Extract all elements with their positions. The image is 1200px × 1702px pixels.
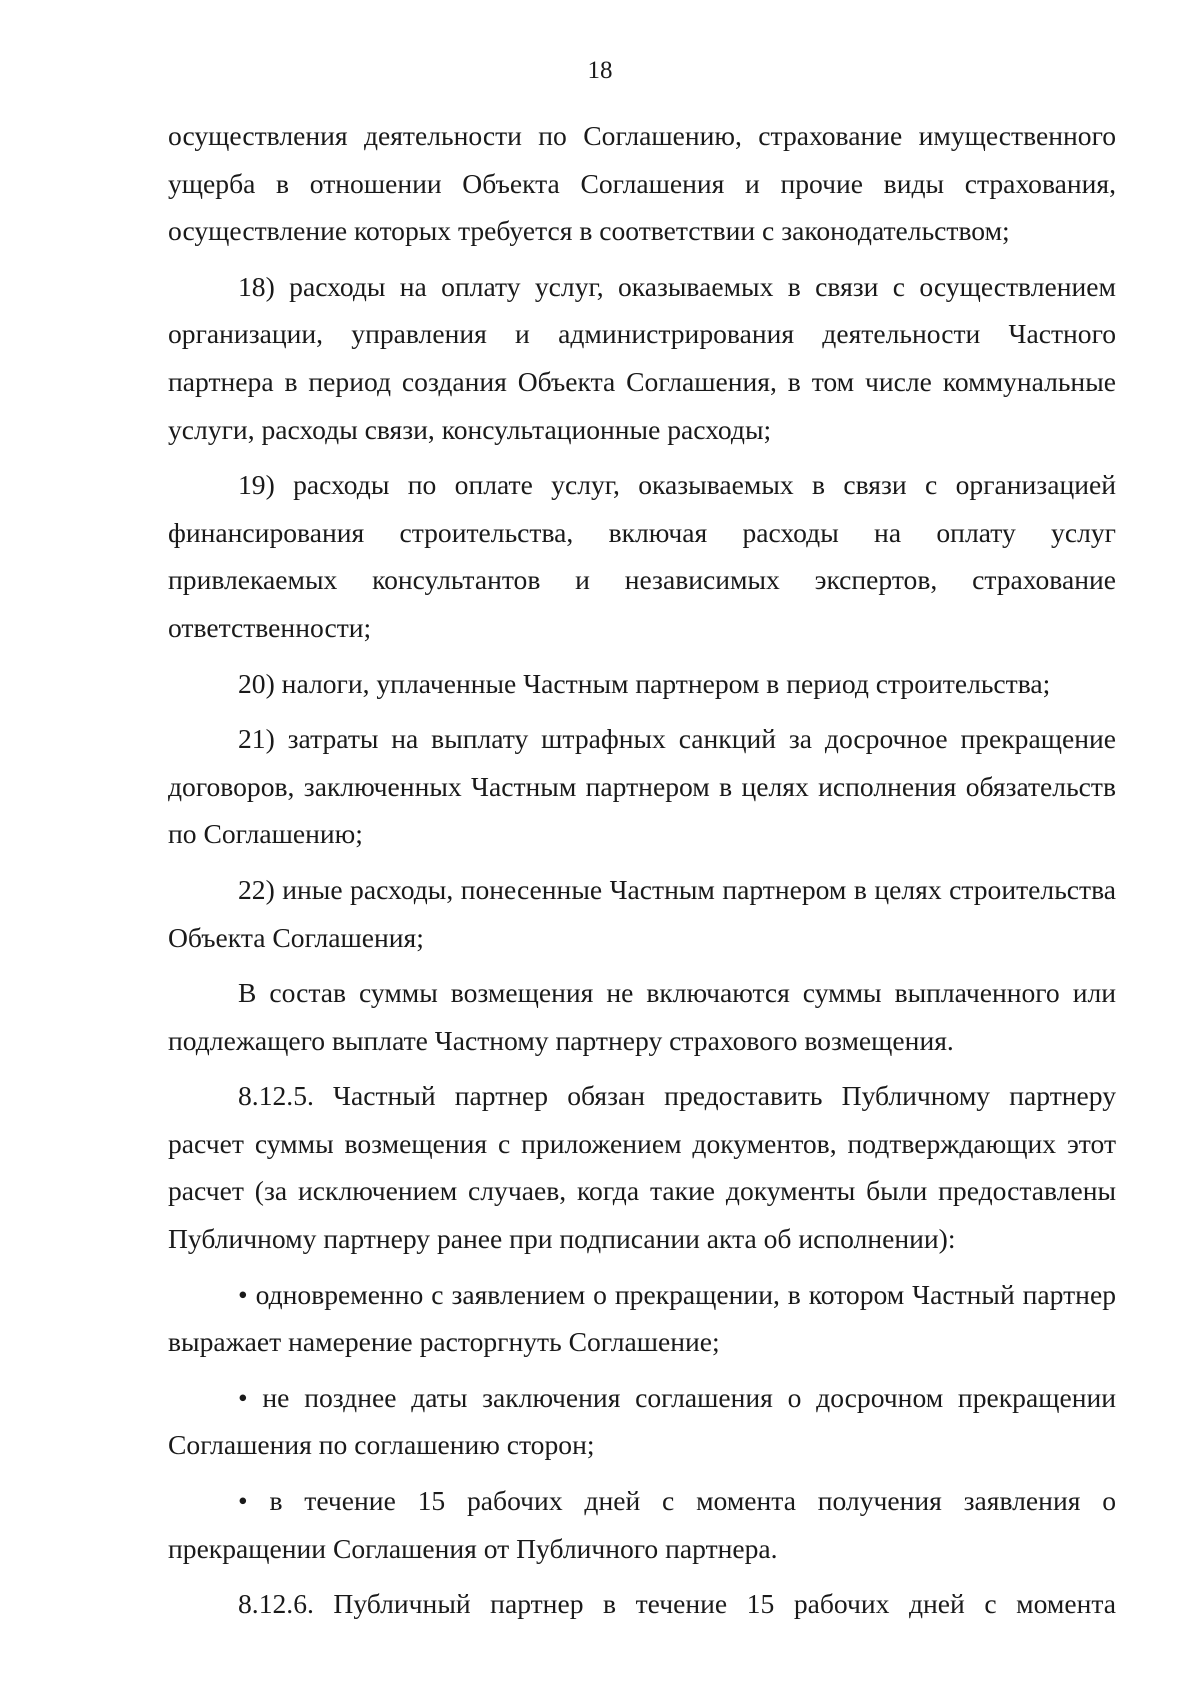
paragraph-item-20: 20) налоги, уплаченные Частным партнером в период строительства; [238,667,1051,699]
paragraph-section-8-12-6: 8.12.6. Публичный партнер в течение 15 рабочих дней с момента [238,1588,1116,1620]
paragraph-item-22: 22) иные расходы, понесенные Частным партнером в целях строительства Объекта Соглашения; [168,873,1116,953]
paragraph-item-18: 18) расходы на оплату услуг, оказываемых в связи с осуществлением организации, управления и администрирования деятельности Частного партнера в период создания Объекта Соглашения, в том числе коммунальные услуги, расходы связи, консультационные расходы; [168,270,1116,445]
paragraph-section-8-12-5: 8.12.5. Частный партнер обязан предоставить Публичному партнеру расчет суммы возмещения с приложением документов, подтверждающих этот расчет (за исключением случаев, когда такие документы были предоставлены Публичному партнеру ранее при подписании акта об исполнении): [168,1080,1116,1255]
paragraph-continuation: осуществления деятельности по Соглашению, страхование имущественного ущерба в отношении Объекта Соглашения и прочие виды страхования, осуществление которых требуется в соответствии с законодательством; [168,120,1116,247]
bullet-item-3: • в течение 15 рабочих дней с момента получения заявления о прекращении Соглашения от Публичного партнера. [168,1485,1116,1564]
bullet-item-1: • одновременно с заявлением о прекращении, в котором Частный партнер выражает намерение расторгнуть Соглашение; [168,1278,1116,1358]
paragraph-item-19: 19) расходы по оплате услуг, оказываемых в связи с организацией финансирования строительства, включая расходы на оплату услуг привлекаемых консультантов и независимых экспертов, страхование ответственности; [168,469,1116,643]
page-body [168,112,1116,1636]
bullet-item-2: • не позднее даты заключения соглашения о досрочном прекращении Соглашения по соглашению сторон; [168,1381,1116,1461]
page-number: 18 [587,57,613,84]
paragraph-compensation-exclusion: В состав суммы возмещения не включаются суммы выплаченного или подлежащего выплате Частному партнеру страхового возмещения. [168,977,1116,1056]
paragraph-item-21: 21) затраты на выплату штрафных санкций за досрочное прекращение договоров, заключенных Частным партнером в целях исполнения обязательств по Соглашению; [168,723,1116,850]
